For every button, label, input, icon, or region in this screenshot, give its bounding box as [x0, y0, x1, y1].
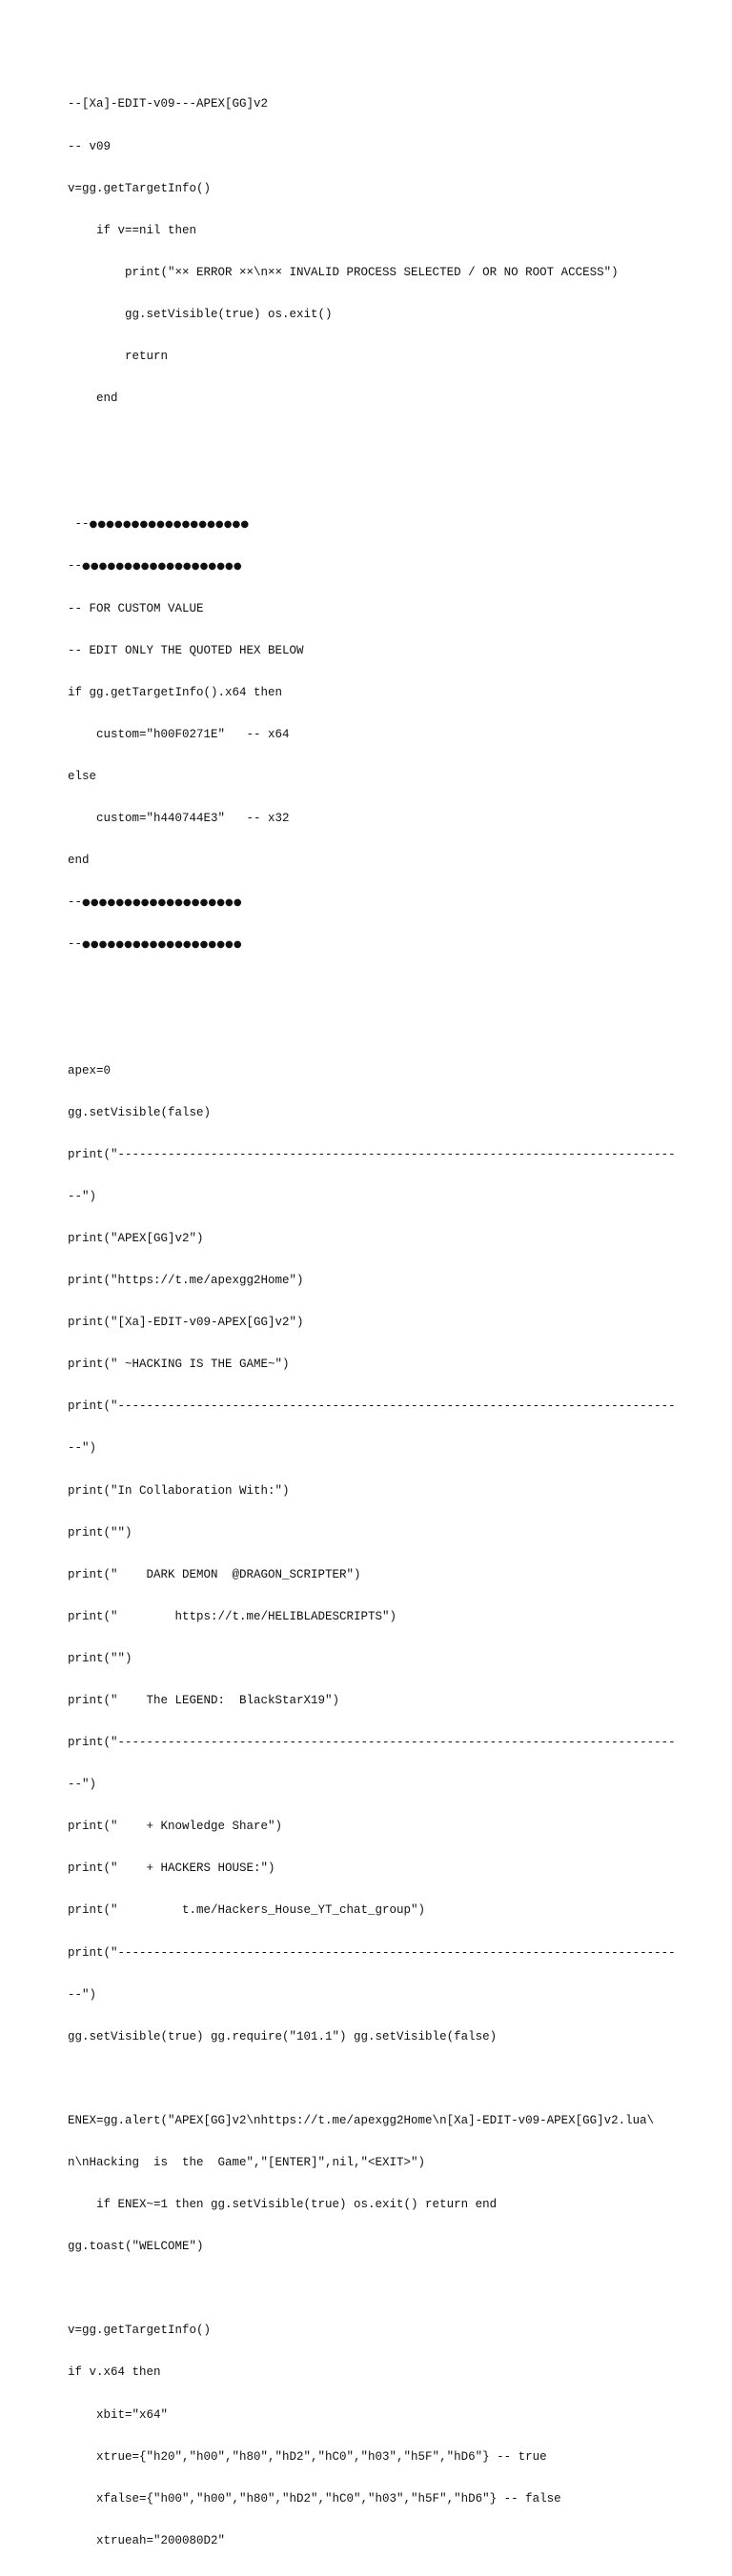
code-line: print(" DARK DEMON @DRAGON_SCRIPTER"): [68, 1567, 361, 1581]
code-line: ENEX=gg.alert("APEX[GG]v2\nhttps://t.me/apexgg2Home\n[Xa]-EDIT-v09-APEX[GG]v2.lua\: [68, 2113, 655, 2127]
code-line: end: [68, 392, 118, 406]
code-line: print("------------------------------------------------------------------------------: [68, 1945, 676, 1960]
code-line: print("APEX[GG]v2"): [68, 1231, 204, 1245]
code-line: custom="h440744E3" -- x32: [68, 812, 290, 825]
code-line: print(" t.me/Hackers_House_YT_chat_group"): [68, 1903, 426, 1918]
code-line: xbit="x64": [68, 2407, 169, 2422]
code-line: -- EDIT ONLY THE QUOTED HEX BELOW: [68, 643, 304, 657]
code-line: print("------------------------------------------------------------------------------: [68, 1399, 676, 1414]
bullet-separator-line: --●●●●●●●●●●●●●●●●●●●: [68, 896, 242, 910]
code-line: --"): [68, 1987, 97, 2002]
code-line: [68, 433, 678, 448]
code-line: xtrueah="200080D2": [68, 2533, 226, 2547]
code-line: else: [68, 769, 97, 783]
code-line: print(" https://t.me/HELIBLADESCRIPTS"): [68, 1609, 397, 1623]
code-line: [68, 2282, 678, 2296]
code-line: print(" ~HACKING IS THE GAME~"): [68, 1358, 290, 1372]
code-line: gg.setVisible(true) gg.require("101.1") gg.setVisible(false): [68, 2029, 498, 2043]
code-line: print("×× ERROR ××\n×× INVALID PROCESS SELECTED / OR NO ROOT ACCESS"): [68, 265, 619, 279]
code-line: print(" The LEGEND: BlackStarX19"): [68, 1693, 340, 1707]
code-line: -- FOR CUSTOM VALUE: [68, 601, 204, 615]
code-line: apex=0: [68, 1063, 112, 1077]
code-line: print(""): [68, 1525, 132, 1540]
code-line: print("In Collaboration With:"): [68, 1483, 290, 1498]
code-line: gg.setVisible(false): [68, 1105, 212, 1119]
code-line: if v.x64 then: [68, 2365, 161, 2380]
code-line: print("https://t.me/apexgg2Home"): [68, 1274, 304, 1288]
bullet-separator-line: --●●●●●●●●●●●●●●●●●●●: [68, 517, 250, 532]
code-line: if ENEX~=1 then gg.setVisible(true) os.exit() return end: [68, 2198, 498, 2212]
code-line: print(" + HACKERS HOUSE:"): [68, 1862, 275, 1876]
code-line: print("------------------------------------------------------------------------------: [68, 1147, 676, 1161]
code-line: print(""): [68, 1651, 132, 1665]
code-line: end: [68, 854, 90, 868]
code-line: -- v09: [68, 139, 112, 153]
code-line: gg.setVisible(true) os.exit(): [68, 307, 333, 321]
code-line: n\nHacking is the Game","[ENTER]",nil,"<EXIT>"): [68, 2156, 426, 2169]
code-line: [68, 2072, 678, 2086]
code-line: print("------------------------------------------------------------------------------: [68, 1736, 676, 1750]
code-line: print("[Xa]-EDIT-v09-APEX[GG]v2"): [68, 1316, 304, 1330]
code-listing: [68, 70, 678, 2576]
code-line: xtrue={"h20","h00","h80","hD2","hC0","h03","h5F","hD6"} -- true: [68, 2449, 547, 2464]
code-line: if v==nil then: [68, 223, 197, 237]
code-line: xfalse={"h00","h00","h80","hD2","hC0","h03","h5F","hD6"} -- false: [68, 2491, 561, 2506]
code-line: [68, 1021, 678, 1036]
code-line: --"): [68, 1778, 97, 1792]
code-line: print(" + Knowledge Share"): [68, 1820, 283, 1834]
code-line: custom="h00F0271E" -- x64: [68, 727, 290, 741]
code-line: v=gg.getTargetInfo(): [68, 2324, 212, 2338]
code-line: return: [68, 349, 169, 363]
code-line: --"): [68, 1189, 97, 1203]
code-line: [68, 979, 678, 994]
code-line: --"): [68, 1441, 97, 1456]
code-line: --[Xa]-EDIT-v09---APEX[GG]v2: [68, 97, 269, 111]
code-line: [68, 475, 678, 490]
code-line: v=gg.getTargetInfo(): [68, 181, 212, 195]
bullet-separator-line: --●●●●●●●●●●●●●●●●●●●: [68, 937, 242, 952]
bullet-separator-line: --●●●●●●●●●●●●●●●●●●●: [68, 559, 242, 574]
code-line: gg.toast("WELCOME"): [68, 2240, 204, 2254]
code-line: if gg.getTargetInfo().x64 then: [68, 685, 283, 699]
